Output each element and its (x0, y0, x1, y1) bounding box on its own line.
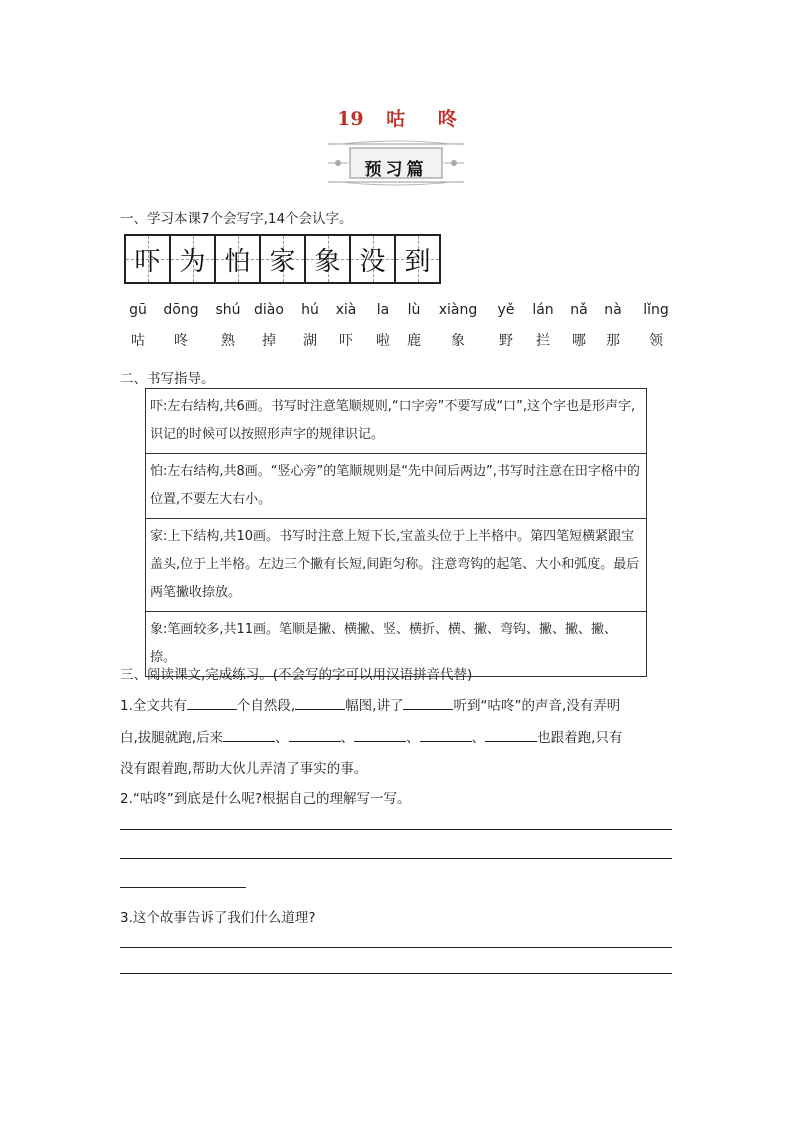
guide-cell: 怕:左右结构,共8画。“竖心旁”的笔顺规则是“先中间后两边”,书写时注意在田字格中的位置,不要左大右小。 (146, 454, 647, 519)
recognize-char: 鹿 (407, 333, 421, 349)
pinyin: nǎ (570, 302, 588, 318)
pinyin: yě (497, 302, 515, 318)
table-row (146, 454, 647, 519)
q1-text: 1.全文共有 (120, 698, 187, 714)
answer-blank[interactable] (354, 729, 406, 742)
pinyin: nà (604, 302, 622, 318)
q1-sep: 、 (406, 730, 420, 746)
answer-blank[interactable] (289, 729, 341, 742)
question-1-line-3: 没有跟着跑,帮助大伙儿弄清了事实的事。 (120, 761, 368, 777)
guide-cell: 象:笔画较多,共11画。笔顺是撇、横撇、竖、横折、横、撇、弯钩、撇、撇、撇、捺。 (146, 612, 647, 677)
pinyin: gū (129, 302, 147, 318)
write-char: 为 (179, 246, 206, 277)
pinyin: lǐng (643, 302, 669, 318)
pinyin: lán (532, 302, 554, 318)
answer-blank[interactable] (403, 697, 453, 710)
guide-cell: 吓:左右结构,共6画。书写时注意笔顺规则,“口字旁”不要写成“口”,这个字也是形声字,识记的时候可以按照形声字的规律识记。 (146, 389, 647, 454)
lesson-title (0, 104, 794, 131)
grid-cell (396, 236, 441, 282)
table-row (146, 519, 647, 612)
pinyin: hú (301, 302, 319, 318)
grid-cell (171, 236, 216, 282)
pinyin: xiàng (438, 302, 478, 318)
recognize-char: 吓 (339, 333, 353, 349)
writing-guide-table (145, 388, 647, 677)
recognize-char: 熟 (221, 333, 235, 349)
section-1-heading: 一、学习本课7个会写字,14个会认字。 (120, 211, 353, 227)
recognize-char: 湖 (303, 333, 317, 349)
title-char-2: 咚 (437, 108, 457, 130)
write-char: 没 (359, 246, 386, 277)
answer-line[interactable] (120, 858, 672, 859)
answer-line[interactable] (120, 887, 246, 888)
recognize-char: 咚 (174, 333, 188, 349)
pinyin: dōng (163, 302, 199, 318)
recognize-char: 象 (451, 333, 465, 349)
recognize-char: 拦 (536, 333, 550, 349)
guide-cell: 家:上下结构,共10画。书写时注意上短下长,宝盖头位于上半格中。第四笔短横紧跟宝盖头,位于上半格。左边三个撇有长短,间距匀称。注意弯钩的起笔、大小和弧度。最后两笔撇收捺放。 (146, 519, 647, 612)
q1-sep: 、 (340, 730, 355, 746)
write-char: 象 (314, 246, 341, 277)
q1-sep: 、 (275, 730, 289, 746)
title-char-1: 咕 (386, 108, 406, 130)
preview-banner-label: 预习篇 (364, 160, 428, 180)
q1-text: 个自然段, (236, 698, 296, 714)
pinyin: lù (407, 302, 421, 318)
q1-text: 幅图,讲了 (345, 698, 404, 714)
pinyin: xià (335, 302, 357, 318)
recognize-char: 哪 (572, 333, 586, 349)
lesson-number: 19 (337, 108, 364, 130)
grid-cell (216, 236, 261, 282)
recognize-char: 咕 (131, 333, 145, 349)
write-char: 到 (404, 246, 431, 277)
grid-cell (351, 236, 396, 282)
q1-text: 白,拔腿就跑,后来 (120, 730, 224, 746)
recognize-char: 野 (499, 333, 513, 349)
pinyin: diào (254, 302, 284, 318)
section-3-heading: 三、阅读课文,完成练习。(不会写的字可以用汉语拼音代替) (120, 667, 473, 683)
writing-grid (124, 234, 441, 284)
q1-sep: 、 (471, 730, 486, 746)
write-char: 家 (269, 246, 296, 277)
write-char: 吓 (134, 246, 161, 277)
answer-blank[interactable] (485, 729, 537, 742)
answer-blank[interactable] (187, 697, 237, 710)
question-3: 3.这个故事告诉了我们什么道理? (120, 910, 316, 926)
grid-cell (126, 236, 171, 282)
table-row (146, 389, 647, 454)
answer-line[interactable] (120, 973, 672, 974)
pinyin: shú (215, 302, 241, 318)
recognize-char: 那 (606, 333, 620, 349)
write-char: 怕 (224, 246, 251, 277)
question-1-line-1 (120, 694, 680, 714)
grid-cell (261, 236, 306, 282)
q1-text: 也跟着跑,只有 (537, 730, 623, 746)
recognize-char: 领 (649, 333, 663, 349)
recognize-char: 啦 (376, 333, 390, 349)
question-1-line-2 (120, 726, 680, 746)
recognize-char: 掉 (262, 333, 276, 349)
answer-blank[interactable] (223, 729, 275, 742)
question-2: 2.“咕咚”到底是什么呢?根据自己的理解写一写。 (120, 791, 411, 807)
q1-text: 听到“咕咚”的声音,没有弄明 (453, 698, 621, 714)
answer-blank[interactable] (295, 697, 345, 710)
answer-line[interactable] (120, 829, 672, 830)
grid-cell (306, 236, 351, 282)
section-2-heading: 二、书写指导。 (120, 371, 215, 387)
answer-line[interactable] (120, 947, 672, 948)
answer-blank[interactable] (420, 729, 472, 742)
pinyin: la (376, 302, 390, 318)
